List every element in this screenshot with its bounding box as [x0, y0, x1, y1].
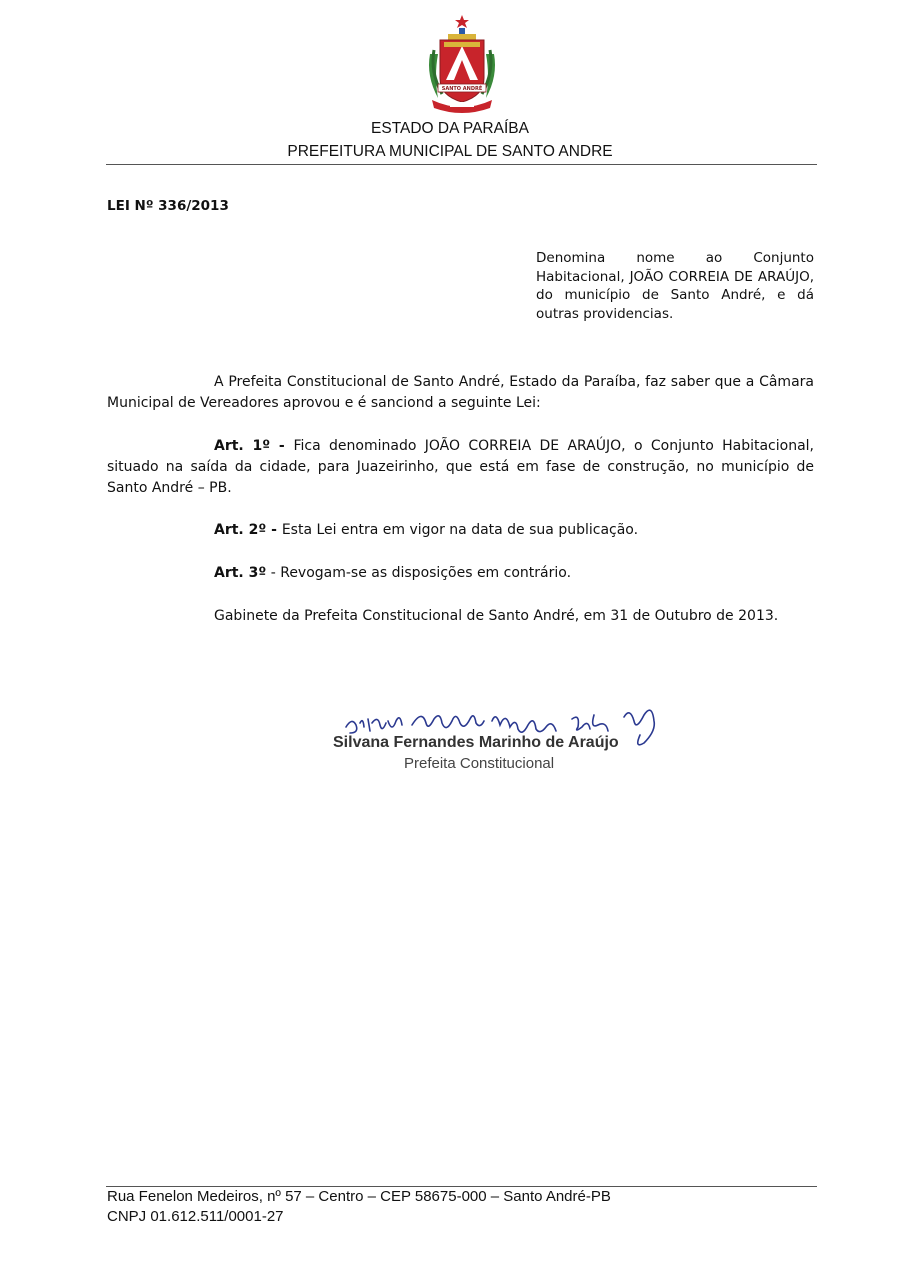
article-2-text: Esta Lei entra em vigor na data de sua publicação. — [281, 522, 639, 538]
svg-text:SANTO ANDRÉ: SANTO ANDRÉ — [441, 86, 483, 92]
header-state: ESTADO DA PARAÍBA — [371, 120, 529, 137]
preamble-paragraph — [107, 372, 814, 414]
closing-text: Gabinete da Prefeita Constitucional de Santo André, em 31 de Outubro de 2013. — [214, 608, 779, 624]
article-2 — [107, 520, 814, 541]
signatory-name: Silvana Fernandes Marinho de Araújo — [333, 734, 619, 751]
footer-divider — [106, 1186, 817, 1187]
article-3-text: - Revogam-se as disposições em contrário. — [266, 565, 572, 581]
closing-paragraph — [107, 606, 814, 627]
municipal-coat-of-arms — [424, 14, 500, 118]
article-1-label: Art. 1º - — [214, 438, 294, 454]
footer-address: Rua Fenelon Medeiros, nº 57 – Centro – CEP 58675-000 – Santo André-PB — [107, 1188, 611, 1205]
signatory-role: Prefeita Constitucional — [404, 755, 555, 772]
law-number: LEI Nº 336/2013 — [107, 198, 229, 214]
header-divider — [106, 164, 817, 165]
footer-cnpj: CNPJ 01.612.511/0001-27 — [107, 1208, 284, 1225]
article-1 — [107, 436, 814, 499]
article-3 — [107, 563, 814, 584]
preamble-text: A Prefeita Constitucional de Santo André, Estado da Paraíba, faz saber que a Câmara Municipal de Vereadores aprovou e é sanciond a seguinte Lei: — [107, 374, 814, 411]
header-municipality: PREFEITURA MUNICIPAL DE SANTO ANDRE — [287, 143, 613, 160]
law-ementa: Denomina nome ao Conjunto Habitacional, JOÃO CORREIA DE ARAÚJO, do município de Santo André, e dá outras providencias. — [536, 250, 814, 322]
article-2-label: Art. 2º - — [214, 522, 282, 538]
article-1-text: Fica denominado JOÃO CORREIA DE ARAÚJO, o Conjunto Habitacional, situado na saída da cidade, para Juazeirinho, que está em fase de construção, no município de Santo André – PB. — [107, 438, 814, 496]
article-3-label: Art. 3º — [214, 565, 267, 581]
